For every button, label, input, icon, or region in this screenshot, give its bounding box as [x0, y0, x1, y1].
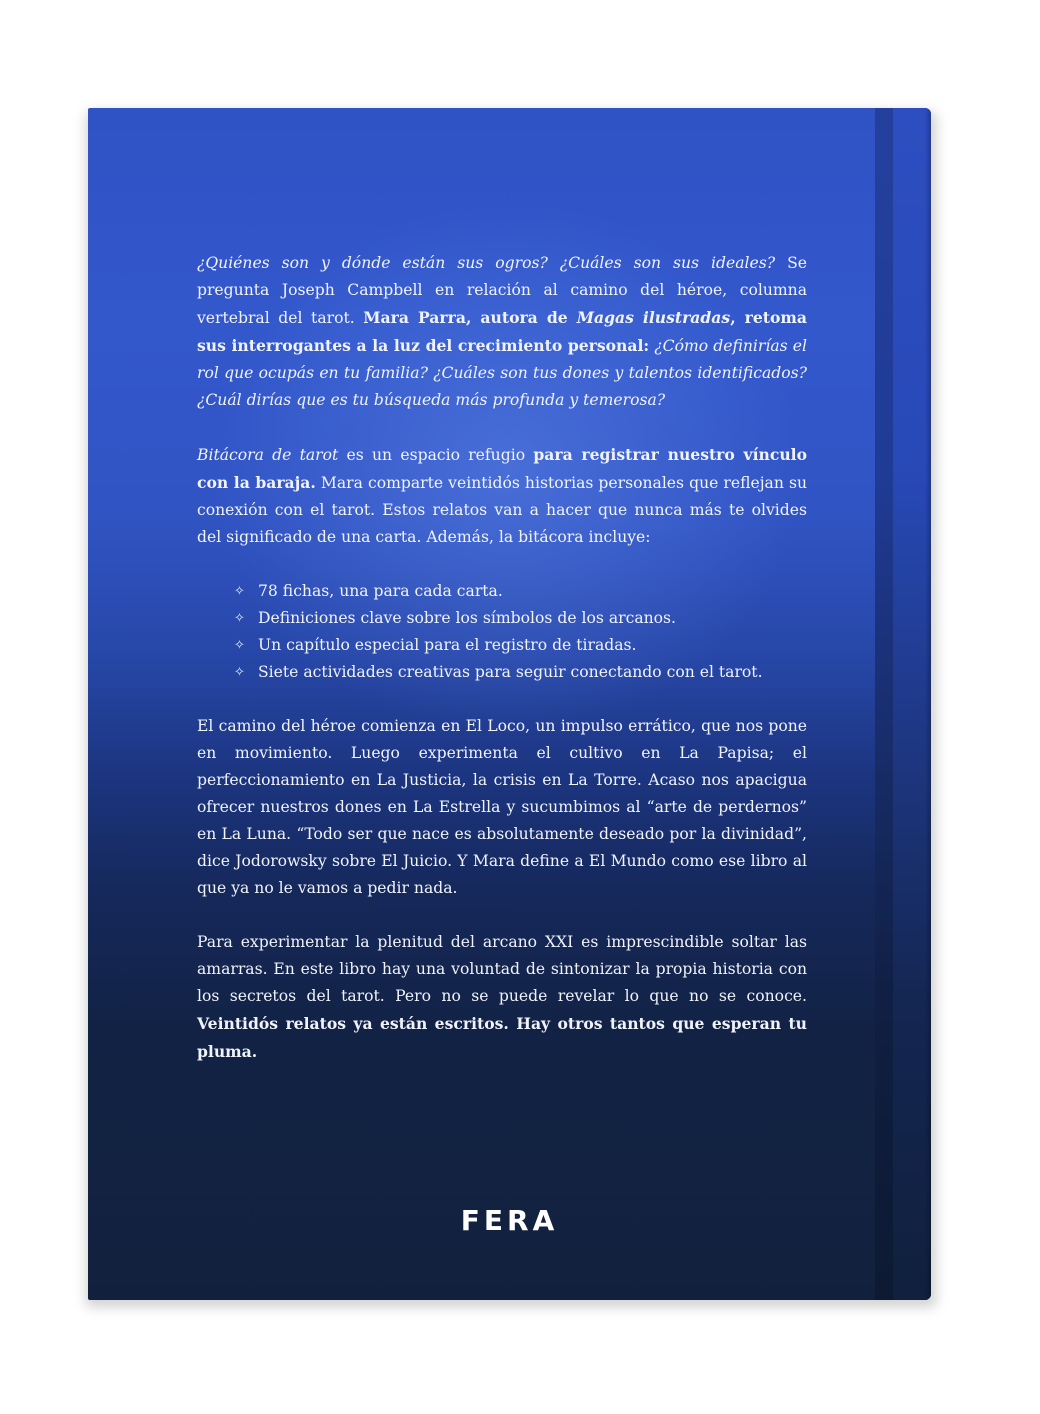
text-run: Mara Parra, autora de: [363, 308, 577, 327]
list-item-text: Siete actividades creativas para seguir conectando con el tarot.: [258, 663, 763, 681]
spine-edge: [925, 108, 931, 1300]
list-item-text: Un capítulo especial para el registro de tiradas.: [258, 636, 637, 654]
list-item: [234, 605, 807, 632]
list-item-text: Definiciones clave sobre los símbolos de los arcanos.: [258, 609, 677, 627]
blurb-paragraph-3: [197, 713, 807, 902]
text-run: para registrar nuestro vínculo con la baraja.: [197, 445, 807, 492]
list-item: [234, 632, 807, 659]
spine-band: [875, 108, 893, 1300]
sparkle-bullet-icon: ✧: [234, 638, 245, 653]
text-run: ¿Quiénes son y dónde están sus ogros? ¿Cuáles son sus ideales?: [197, 254, 776, 272]
blurb-paragraph-1: [197, 250, 807, 414]
sparkle-bullet-icon: ✧: [234, 584, 245, 599]
sparkle-bullet-icon: ✧: [234, 611, 245, 626]
book-title-bitacora: Bitácora de tarot: [197, 446, 339, 464]
text-run: Se pregunta Joseph Campbell en relación al camino del héroe, columna vertebral del tarot.: [197, 254, 807, 327]
blurb-paragraph-2: [197, 441, 807, 551]
book-title-magas: Magas ilustradas: [576, 308, 731, 327]
features-list: [197, 578, 807, 686]
list-item: [234, 659, 807, 686]
text-run: es un espacio refugio: [338, 446, 534, 464]
text-run: , retoma sus interrogantes a la luz del crecimiento personal:: [197, 308, 808, 355]
sparkle-bullet-icon: ✧: [234, 665, 245, 680]
blurb: [197, 250, 807, 1093]
text-run: Mara comparte veintidós historias personales que reflejan su conexión con el tarot. Estos relatos van a hacer que nunca más te olvides del significado de una carta. Además, la bitácora incluye:: [197, 474, 808, 546]
blurb-paragraph-4: [197, 929, 807, 1066]
text-run: Veintidós relatos ya están escritos. Hay otros tantos que esperan tu pluma.: [197, 1014, 807, 1061]
list-item: [234, 578, 807, 605]
book-back-cover: [88, 108, 931, 1300]
book-spine: [875, 108, 931, 1300]
list-item-text: 78 fichas, una para cada carta.: [258, 582, 503, 600]
publisher-logo: FERA: [460, 1204, 559, 1237]
text-run: ¿Cómo definirías el rol que ocupás en tu familia? ¿Cuáles son tus dones y talentos identificados? ¿Cuál dirías que es tu búsqueda más profunda y temerosa?: [197, 337, 807, 409]
text-run: Para experimentar la plenitud del arcano XXI es imprescindible soltar las amarras. En este libro hay una voluntad de sintonizar la propia historia con los secretos del tarot. Pero no se puede revelar lo que no se conoce.: [197, 933, 807, 1005]
text-run: El camino del héroe comienza en El Loco, un impulso errático, que nos pone en movimiento. Luego experimenta el cultivo en La Papisa; el perfeccionamiento en La Justicia, la crisis en La Torre. Acaso nos apacigua ofrecer nuestros dones en La Estrella y sucumbimos al “arte de perdernos” en La Luna. “Todo ser que nace es absolutamente deseado por la divinidad”, dice Jodorowsky sobre El Juicio. Y Mara define a El Mundo como ese libro al que ya no le vamos a pedir nada.: [197, 717, 807, 897]
